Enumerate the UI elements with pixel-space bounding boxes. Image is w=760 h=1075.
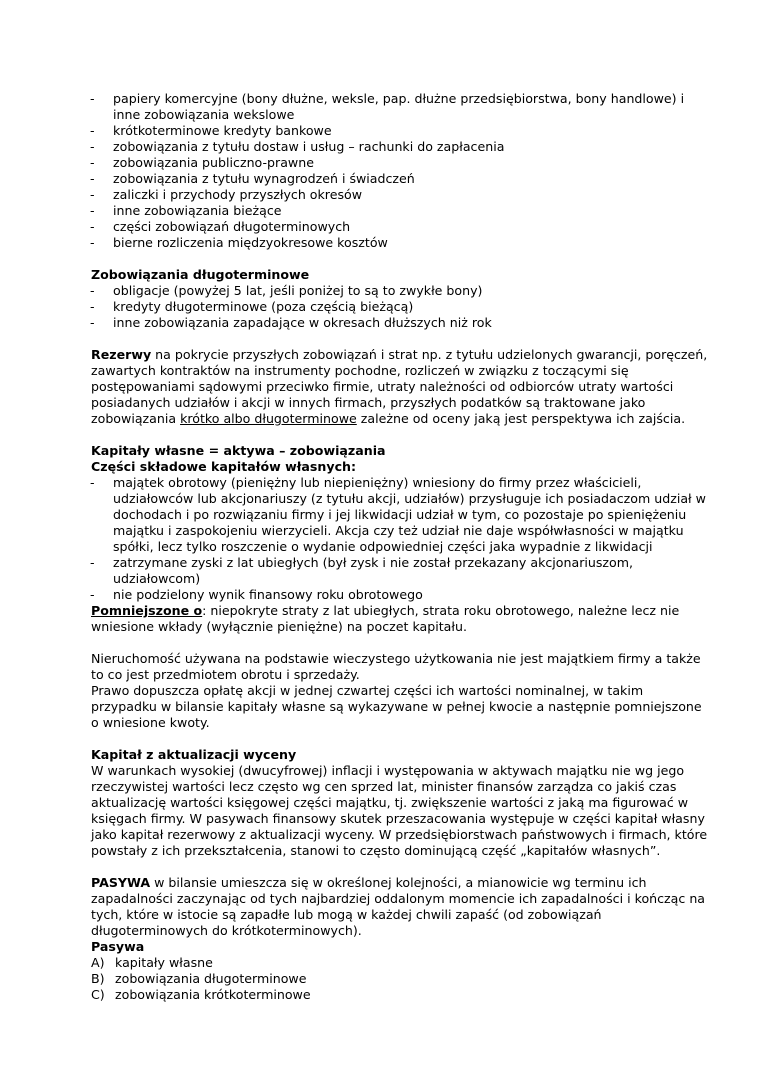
list-item: - majątek obrotowy (pieniężny lub niepieniężny) wniesiony do firmy przez właścicieli, udziałowców lub akcjonariuszy (z tytułu akcji, udziałów) przysługuje ich posiadaczom udział w dochodach i po rozwiązaniu firmy i jej likwidacji udział w tym, co pozostaje po spieniężeniu majątku i zaspokojeniu wierzycieli. Akcja czy też udział nie daje współwłasności w majątku spółki, lecz tylko roszczenie o wydanie odpowiedniej części jaka wypadnie z likwidacji <box>90 475 706 554</box>
list-item: - krótkoterminowe kredyty bankowe <box>90 123 332 138</box>
list-item: - zobowiązania z tytułu dostaw i usług – rachunki do zapłacenia <box>90 139 505 154</box>
liabilities-list <box>91 955 710 1003</box>
list-item: - zatrzymane zyski z lat ubiegłych (był zysk i nie został przekazany akcjonariuszom, udziałowcom) <box>90 555 634 586</box>
list-item: - kredyty długoterminowe (poza częścią bieżącą) <box>90 299 414 314</box>
long-term-liabilities-list <box>91 283 710 331</box>
list-item: - zobowiązania publiczno-prawne <box>90 155 314 170</box>
list-item: - bierne rozliczenia międzyokresowe kosztów <box>90 235 388 250</box>
reduced-by-paragraph: Pomniejszone o: niepokryte straty z lat ubiegłych, strata roku obrotowego, należne lecz nie wniesione wkłady (wyłącznie pieniężne) na poczet kapitału. <box>91 603 680 634</box>
real-estate-paragraph: Nieruchomość używana na podstawie wieczystego użytkowania nie jest majątkiem firmy a także to co jest przedmiotem obrotu i sprzedaży. <box>91 651 701 682</box>
list-item: - obligacje (powyżej 5 lat, jeśli poniżej to są to zwykłe bony) <box>90 283 483 298</box>
list-item: - zobowiązania z tytułu wynagrodzeń i świadczeń <box>90 171 415 186</box>
long-term-heading: Zobowiązania długoterminowe <box>91 267 310 282</box>
equity-components-list <box>91 475 710 603</box>
list-item: - papiery komercyjne (bony dłużne, weksle, pap. dłużne przedsiębiorstwa, bony handlowe) i inne zobowiązania wekslowe <box>90 91 685 122</box>
liabilities-heading: Pasywa <box>91 939 145 954</box>
short-term-liabilities-list <box>91 91 710 251</box>
revaluation-heading: Kapitał z aktualizacji wyceny <box>91 747 297 762</box>
list-item: - części zobowiązań długoterminowych <box>90 219 351 234</box>
list-item: - nie podzielony wynik finansowy roku obrotowego <box>90 587 423 602</box>
list-item: - zaliczki i przychody przyszłych okresów <box>90 187 363 202</box>
law-paragraph: Prawo dopuszcza opłatę akcji w jednej czwartej części ich wartości nominalnej, w takim przypadku w bilansie kapitały własne są wykazywane w pełnej kwocie a następnie pomniejszone o wniesione kwoty. <box>91 683 702 730</box>
list-item: B) zobowiązania długoterminowe <box>91 971 307 986</box>
list-item: A) kapitały własne <box>91 955 213 970</box>
equity-heading: Kapitały własne = aktywa – zobowiązania <box>91 443 386 458</box>
equity-components-heading: Części składowe kapitałów własnych: <box>91 459 357 474</box>
list-item: - inne zobowiązania zapadające w okresach dłuższych niż rok <box>90 315 492 330</box>
revaluation-paragraph: W warunkach wysokiej (dwucyfrowej) inflacji i występowania w aktywach majątku nie wg jego rzeczywistej wartości lecz często wg cen sprzed lat, minister finansów zarządza co jakiś czas aktualizację wartości księgowej części majątku, tj. zwiększenie wartości z jaką ma figurować w księgach firmy. W pasywach finansowy skutek przeszacowania występuje w części kapitał własny jako kapitał rezerwowy z aktualizacji wyceny. W przedsiębiorstwach państwowych i firmach, które powstały z ich przekształcenia, stanowi to często dominującą część „kapitałów własnych”. <box>91 763 708 858</box>
list-item: - inne zobowiązania bieżące <box>90 203 282 218</box>
reserves-paragraph: Rezerwy na pokrycie przyszłych zobowiązań i strat np. z tytułu udzielonych gwarancji, poręczeń, zawartych kontraktów na instrumenty pochodne, rozliczeń w związku z toczącymi się postępowaniami sądowymi przeciwko firmie, utraty należności od odbiorców utraty wartości posiadanych udziałów i akcji w innych firmach, przyszłych podatków są traktowane jako zobowiązania krótko albo długoterminowe zależne od oceny jaką jest perspektywa ich zajścia. <box>91 347 708 426</box>
list-item: C) zobowiązania krótkoterminowe <box>91 987 311 1002</box>
liabilities-paragraph: PASYWA w bilansie umieszcza się w określonej kolejności, a mianowicie wg terminu ich zapadalności zaczynając od tych najbardziej oddalonym momencie ich zapadalności i kończąc na tych, które w istocie są zapadłe lub mogą w każdej chwili zapaść (od zobowiązań długoterminowych do krótkoterminowych). <box>91 875 706 938</box>
